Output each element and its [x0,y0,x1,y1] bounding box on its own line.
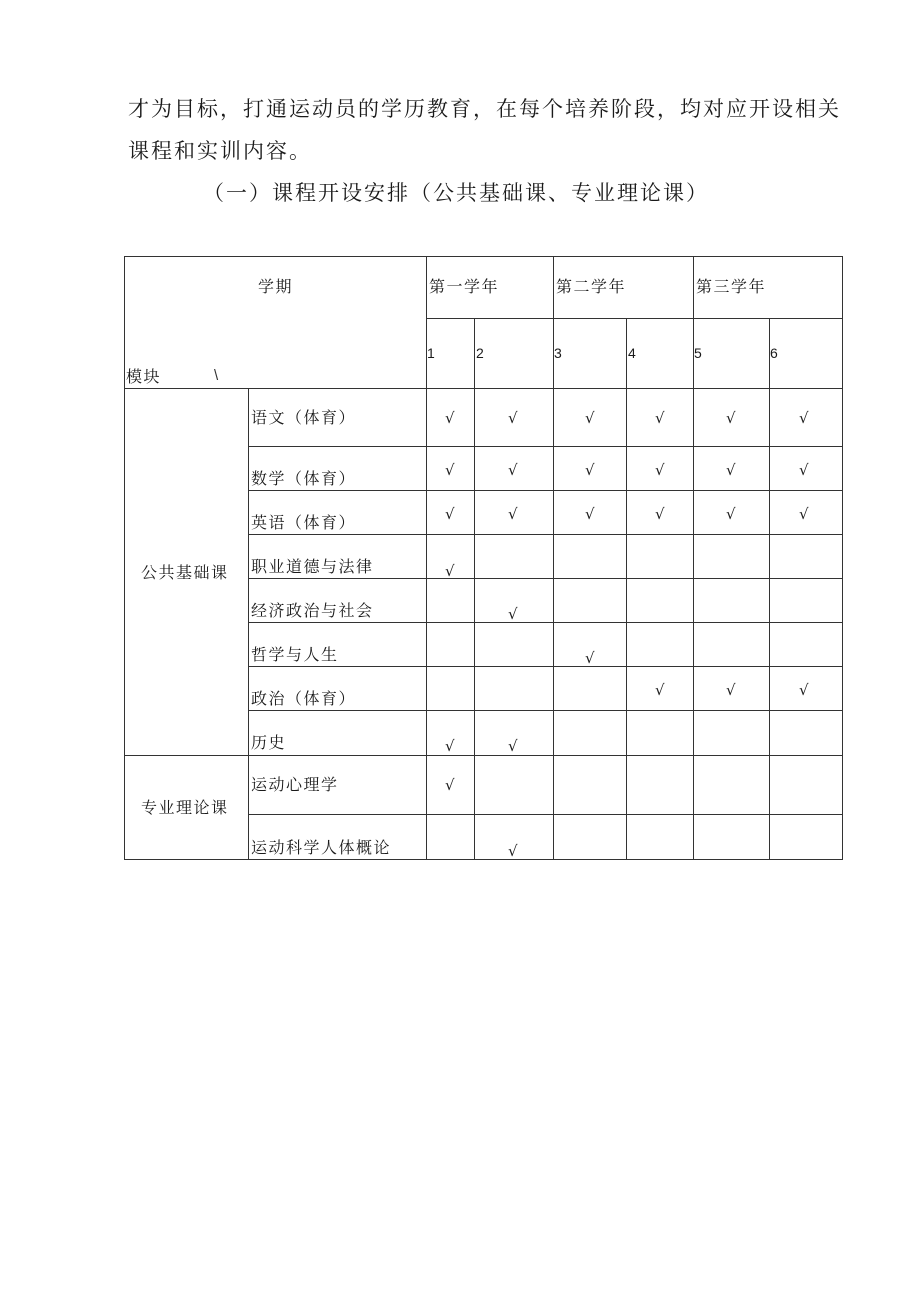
check-mark: √ [585,649,595,667]
course-name: 运动科学人体概论 [251,838,392,857]
body-paragraph-line-2: 课程和实训内容。 [128,139,312,163]
check-mark: √ [799,681,809,699]
check-mark: √ [655,681,665,699]
header-semester-label: 学期 [258,277,294,296]
check-mark: √ [655,505,665,523]
check-mark: √ [799,505,809,523]
header-module-label: 模块 [126,367,162,386]
check-mark: √ [445,737,455,755]
check-mark: √ [508,605,518,623]
check-mark: √ [799,461,809,479]
header-term-5: 5 [694,345,702,361]
course-name: 数学（体育） [251,469,357,488]
check-mark: √ [508,461,518,479]
check-mark: √ [585,461,595,479]
course-name: 语文（体育） [251,408,357,427]
check-mark: √ [585,409,595,427]
header-year-2: 第二学年 [556,277,627,296]
check-mark: √ [726,409,736,427]
header-term-3: 3 [554,345,562,361]
header-term-4: 4 [628,345,636,361]
course-name: 历史 [251,733,287,752]
check-mark: √ [655,409,665,427]
check-mark: √ [508,505,518,523]
check-mark: √ [445,461,455,479]
course-name: 政治（体育） [251,689,357,708]
check-mark: √ [726,681,736,699]
check-mark: √ [726,505,736,523]
header-term-2: 2 [476,345,484,361]
header-year-1: 第一学年 [429,277,500,296]
check-mark: √ [445,562,455,580]
group-label-public-basic: 公共基础课 [141,563,229,582]
check-mark: √ [726,461,736,479]
course-schedule-table [124,256,843,860]
header-term-6: 6 [770,345,778,361]
course-name: 哲学与人生 [251,645,339,664]
check-mark: √ [445,776,455,794]
check-mark: √ [799,409,809,427]
header-term-1: 1 [427,345,435,361]
check-mark: √ [585,505,595,523]
check-mark: √ [445,409,455,427]
section-heading: （一）课程开设安排（公共基础课、专业理论课） [203,181,709,205]
course-name: 运动心理学 [251,775,339,794]
body-paragraph-line-1: 才为目标，打通运动员的学历教育，在每个培养阶段，均对应开设相关 [128,97,841,121]
header-year-3: 第三学年 [696,277,767,296]
check-mark: √ [508,409,518,427]
check-mark: √ [655,461,665,479]
header-diagonal-mark: \ [214,367,219,384]
check-mark: √ [445,505,455,523]
course-name: 经济政治与社会 [251,601,374,620]
check-mark: √ [508,842,518,860]
check-mark: √ [508,737,518,755]
group-label-professional-theory: 专业理论课 [141,798,229,817]
course-name: 英语（体育） [251,513,357,532]
course-name: 职业道德与法律 [251,557,374,576]
